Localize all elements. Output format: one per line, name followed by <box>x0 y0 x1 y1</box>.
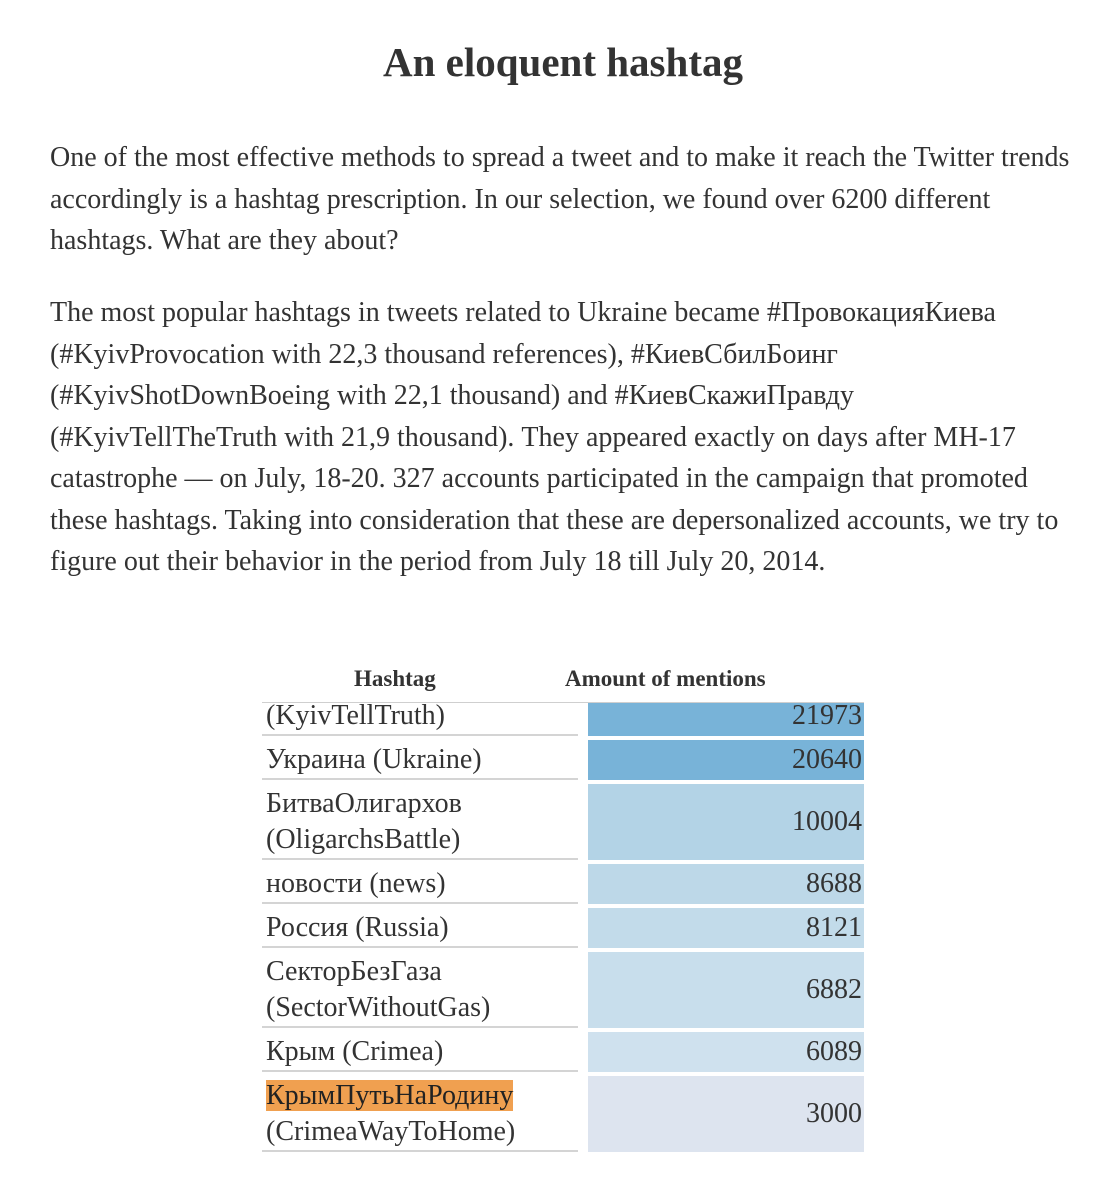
table-row <box>262 952 864 1028</box>
table-row <box>262 784 864 860</box>
hashtag-table <box>262 662 864 1166</box>
hashtag-translation: (OligarchsBattle) <box>266 824 461 855</box>
hashtag-name: Россия <box>266 912 349 943</box>
mentions-value: 8688 <box>806 868 862 899</box>
hashtag-translation: (Ukraine) <box>372 744 482 775</box>
table-body[interactable] <box>262 702 864 1166</box>
mentions-value: 20640 <box>792 744 862 775</box>
mentions-value: 6089 <box>806 1036 862 1067</box>
table-rows <box>262 702 864 1152</box>
amount-column-header: Amount of mentions <box>565 666 766 691</box>
findings-paragraph: The most popular hashtags in tweets related to Ukraine became #ПровокацияКиева (#KyivProvocation with 22,3 thousand references), #КиевСбилБоинг (#KyivShotDownBoeing with 22,1 thousand) and #КиевСкажиПравду (#KyivTellTheTruth with 21,9 thousand). They appeared exactly on days after MH-17 catastrophe — on July, 18-20. 327 accounts participated in the campaign that promoted these hashtags. Taking into consideration that these are depersonalized accounts, we try to figure out their behavior in the period from July 18 till July 20, 2014. <box>50 297 1059 577</box>
hashtag-name: БитваОлигархов <box>266 788 462 819</box>
hashtag-translation: (KyivTellTruth) <box>266 702 446 731</box>
hashtag-name: Украина <box>266 744 366 775</box>
mentions-cell <box>588 1076 864 1152</box>
page-title: An eloquent hashtag <box>383 39 743 85</box>
hashtag-cell <box>262 740 578 780</box>
hashtag-name: КрымПутьНаРодину <box>266 1080 514 1111</box>
mentions-value: 3000 <box>806 1098 862 1129</box>
table-row <box>262 908 864 948</box>
hashtag-translation: (Crimea) <box>342 1036 444 1067</box>
mentions-cell <box>588 702 864 736</box>
hashtag-cell <box>262 864 578 904</box>
intro-paragraph: One of the most effective methods to spread a tweet and to make it reach the Twitter trends accordingly is a hashtag prescription. In our selection, we found over 6200 different hashtags. What are they about? <box>50 142 1070 256</box>
hashtag-translation: (news) <box>369 868 446 899</box>
hashtag-translation: (CrimeaWayToHome) <box>266 1116 516 1147</box>
table-row <box>262 702 864 736</box>
table-header <box>262 662 864 702</box>
hashtag-translation: (Russia) <box>355 912 449 943</box>
hashtag-cell <box>262 952 578 1028</box>
table-row <box>262 1076 864 1152</box>
hashtag-cell <box>262 702 578 736</box>
hashtag-cell <box>262 784 578 860</box>
table-row <box>262 1032 864 1072</box>
hashtag-name: новости <box>266 868 363 899</box>
hashtag-translation: (SectorWithoutGas) <box>266 992 491 1023</box>
table-row <box>262 740 864 780</box>
hashtag-name: СекторБезГаза <box>266 956 442 987</box>
table-row <box>262 864 864 904</box>
mentions-cell <box>588 784 864 860</box>
hashtag-name: Крым <box>266 1036 336 1067</box>
hashtag-cell <box>262 1076 578 1152</box>
mentions-value: 10004 <box>792 806 862 837</box>
mentions-cell <box>588 952 864 1028</box>
mentions-value: 6882 <box>806 974 862 1005</box>
mentions-value: 8121 <box>806 912 862 943</box>
mentions-cell <box>588 740 864 780</box>
mentions-value: 21973 <box>792 702 862 731</box>
mentions-cell <box>588 1032 864 1072</box>
hashtag-column-header: Hashtag <box>354 666 436 691</box>
hashtag-cell <box>262 1032 578 1072</box>
mentions-cell <box>588 864 864 904</box>
mentions-cell <box>588 908 864 948</box>
hashtag-cell <box>262 908 578 948</box>
